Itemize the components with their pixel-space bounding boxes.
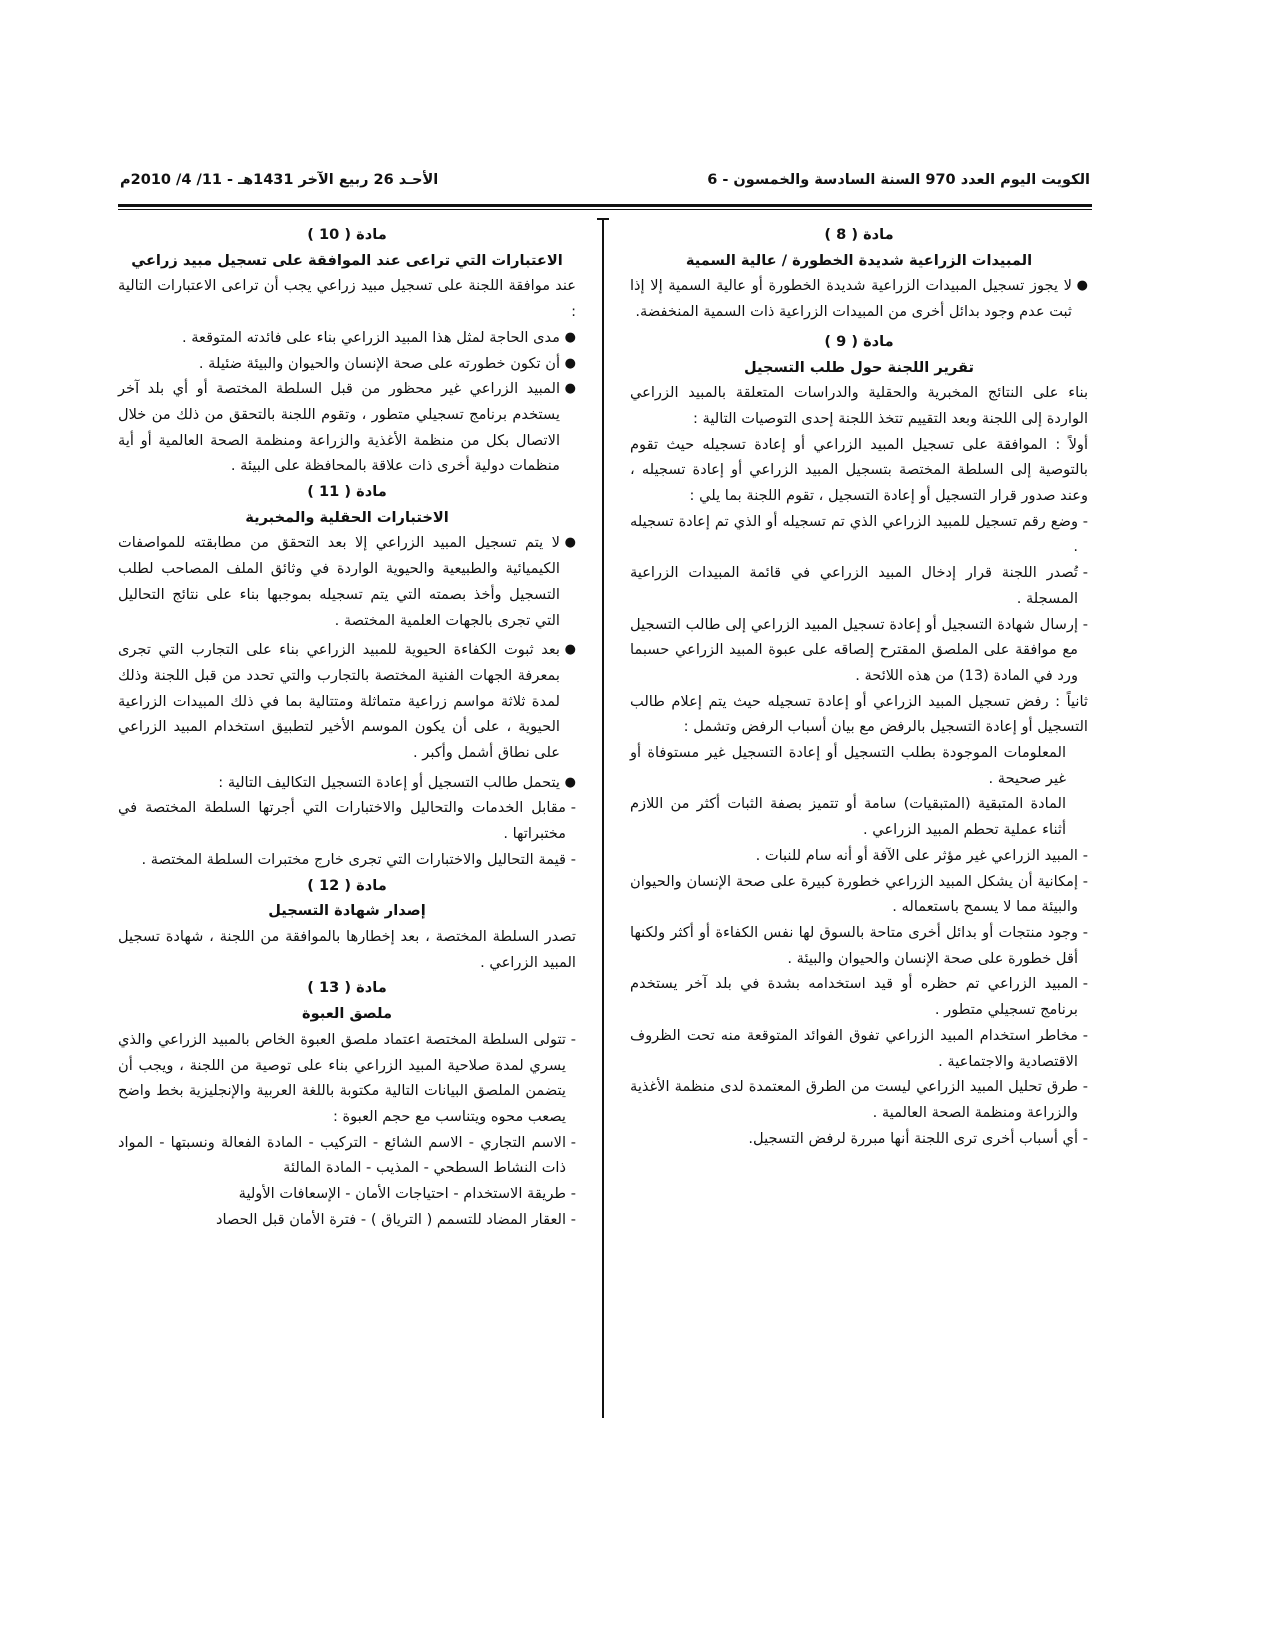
bullet-icon: ● xyxy=(564,535,576,551)
article-11-item: - قيمة التحاليل والاختبارات التي تجرى خارج مختبرات السلطة المختصة . xyxy=(141,850,576,868)
header-publication: الكويت اليوم العدد 970 السنة السادسة والخمسون - 6 xyxy=(707,172,1090,188)
article-8-bullet: ● لا يجوز تسجيل المبيدات الزراعية شديدة الخطورة أو عالية السمية إلا إذا ثبت عدم وجود بدائل أخرى من المبيدات الزراعية ذات السمية المنخفضة. xyxy=(630,273,1088,324)
column-divider xyxy=(602,218,604,1418)
article-11-bullet: ● لا يتم تسجيل المبيد الزراعي إلا بعد التحقق من مطابقته للمواصفات الكيميائية والطبيعية والحيوية الواردة في وثائق الملف المصاحب لطلب التسجيل وأخذ بصمته التي يتم تسجيله بموجبها بناء على نتائج التحاليل التي تجرى بالجهات العلمية المختصة . xyxy=(118,530,576,633)
header-date: الأحـد 26 ربيع الآخر 1431هـ - 11/ 4/ 2010م xyxy=(120,172,439,188)
article-12-text: تصدر السلطة المختصة ، بعد إخطارها بالموافقة من اللجنة ، شهادة تسجيل المبيد الزراعي . xyxy=(118,927,576,971)
article-10-title: الاعتبارات التي تراعى عند الموافقة على تسجيل مبيد زراعي xyxy=(131,251,563,269)
header-rule-thin xyxy=(118,209,1092,210)
article-8-title: المبيدات الزراعية شديدة الخطورة / عالية السمية xyxy=(685,251,1033,269)
article-9-intro: بناء على النتائج المخبرية والحقلية والدراسات المتعلقة بالمبيد الزراعي الواردة إلى اللجنة وبعد التقييم تتخذ اللجنة إحدى التوصيات التالية : xyxy=(630,384,1088,427)
article-13-item: - طريقة الاستخدام - احتياجات الأمان - الإسعافات الأولية xyxy=(238,1185,576,1203)
article-13-title: ملصق العبوة xyxy=(301,1005,393,1023)
bullet-icon: ● xyxy=(1076,278,1088,294)
right-column xyxy=(630,222,1088,1151)
article-9-item: - إرسال شهادة التسجيل أو إعادة تسجيل المبيد الزراعي إلى طالب التسجيل مع موافقة على الملصق المقترح إلصاقه على عبوة المبيد الزراعي حسبما ورد في المادة (13) من هذه اللائحة . xyxy=(630,615,1088,684)
article-13-item: - الاسم التجاري - الاسم الشائع - التركيب - المادة الفعالة ونسبتها - المواد ذات النشاط السطحي - المذيب - المادة المالئة xyxy=(118,1133,576,1177)
article-11-bullet: ● بعد ثبوت الكفاءة الحيوية للمبيد الزراعي بناء على التجارب التي تجرى بمعرفة الجهات الفنية المختصة بالتجارب والتي تحدد من قبل اللجنة وذلك لمدة ثلاثة مواسم زراعية متماثلة ومتتالية بما في ذلك المبيدات الزراعية الحيوية ، على أن يكون الموسم الأخير لتطبيق استخدام المبيد الزراعي على نطاق أشمل وأكبر . xyxy=(118,637,576,766)
article-10-bullet: ● مدى الحاجة لمثل هذا المبيد الزراعي بناء على فائدته المتوقعة . xyxy=(118,325,576,351)
article-9-item: - طرق تحليل المبيد الزراعي ليست من الطرق المعتمدة لدى منظمة الأغذية والزراعة ومنظمة الصحة العالمية . xyxy=(630,1078,1088,1121)
article-13-number: مادة ( 13 ) xyxy=(307,979,387,997)
article-10-intro: عند موافقة اللجنة على تسجيل مبيد زراعي يجب أن تراعى الاعتبارات التالية : xyxy=(118,277,576,321)
bullet-icon: ● xyxy=(564,381,576,397)
bullet-icon: ● xyxy=(564,355,576,371)
article-9-item: - أي أسباب أخرى ترى اللجنة أنها مبررة لرفض التسجيل. xyxy=(748,1129,1088,1147)
article-9-second: ثانياً : رفض تسجيل المبيد الزراعي أو إعادة تسجيله حيث يتم إعلام طالب التسجيل أو إعادة التسجيل بالرفض مع بيان أسباب الرفض وتشمل : xyxy=(630,692,1088,736)
article-11-number: مادة ( 11 ) xyxy=(307,483,387,501)
article-8-number: مادة ( 8 ) xyxy=(824,226,894,243)
article-9-item: - وجود منتجات أو بدائل أخرى متاحة بالسوق لها نفس الكفاءة أو أكثر ولكنها أقل خطورة على صحة الإنسان والحيوان والبيئة . xyxy=(630,923,1088,967)
article-9-number: مادة ( 9 ) xyxy=(824,332,894,350)
article-10-number: مادة ( 10 ) xyxy=(307,226,387,243)
article-11-item: - مقابل الخدمات والتحاليل والاختبارات التي أجرتها السلطة المختصة في مختبراتها . xyxy=(118,799,576,843)
article-11-bullet: ● يتحمل طالب التسجيل أو إعادة التسجيل التكاليف التالية : xyxy=(118,770,576,796)
article-10-bullet: ● أن تكون خطورته على صحة الإنسان والحيوان والبيئة ضئيلة . xyxy=(118,351,576,377)
left-column xyxy=(118,222,576,1232)
page-header xyxy=(120,170,1090,200)
header-rule-thick xyxy=(118,204,1092,207)
bullet-icon: ● xyxy=(564,774,576,790)
article-11-title: الاختبارات الحقلية والمخبرية xyxy=(245,508,449,526)
article-9-item: - المبيد الزراعي غير مؤثر على الآفة أو أنه سام للنبات . xyxy=(755,846,1088,864)
article-9-title: تقرير اللجنة حول طلب التسجيل xyxy=(744,358,974,376)
article-9-item: - المبيد الزراعي تم حظره أو قيد استخدامه بشدة في بلد آخر يستخدم برنامج تسجيلي متطور . xyxy=(630,975,1088,1019)
bullet-icon: ● xyxy=(564,329,576,345)
article-9-item: - تُصدر اللجنة قرار إدخال المبيد الزراعي في قائمة المبيدات الزراعية المسجلة . xyxy=(630,564,1088,607)
article-10-bullet: ● المبيد الزراعي غير محظور من قبل السلطة المختصة أو أي بلد آخر يستخدم برنامج تسجيلي متطور ، وتقوم اللجنة بالتحقق من ذلك من خلال الاتصال بكل من منظمة الأغذية والزراعة ومنظمة الصحة العالمية أو أية منظمات دولية أخرى ذات علاقة بالمحافظة على البيئة . xyxy=(118,376,576,479)
article-9-reason: المعلومات الموجودة بطلب التسجيل أو إعادة التسجيل غير مستوفاة أو غير صحيحة . xyxy=(630,744,1066,787)
article-9-reason: المادة المتبقية (المتبقيات) سامة أو تتميز بصفة الثبات أكثر من اللازم أثناء عملية تحطم المبيد الزراعي . xyxy=(630,795,1066,839)
article-13-item: - تتولى السلطة المختصة اعتماد ملصق العبوة الخاص بالمبيد الزراعي والذي يسري لمدة صلاحية المبيد الزراعي بناء على توصية من اللجنة ، ويجب أن يتضمن الملصق البيانات التالية مكتوبة باللغة العربية والإنجليزية بخط واضح يصعب محوه ويتناسب مع حجم العبوة : xyxy=(118,1030,576,1125)
article-12-title: إصدار شهادة التسجيل xyxy=(268,902,426,920)
article-9-item: - مخاطر استخدام المبيد الزراعي تفوق الفوائد المتوقعة منه تحت الظروف الاقتصادية والاجتماعية . xyxy=(630,1026,1088,1070)
article-12-number: مادة ( 12 ) xyxy=(307,876,387,894)
article-9-first: أولاً : الموافقة على تسجيل المبيد الزراعي أو إعادة تسجيله حيث تقوم بالتوصية إلى السلطة المختصة بتسجيل المبيد الزراعي أو إعادة تسجيله ، وعند صدور قرار التسجيل أو إعادة التسجيل ، تقوم اللجنة بما يلي : xyxy=(630,435,1088,505)
article-9-item: - إمكانية أن يشكل المبيد الزراعي خطورة كبيرة على صحة الإنسان والحيوان والبيئة مما لا يسمح باستعماله . xyxy=(630,872,1088,916)
article-9-item: - وضع رقم تسجيل للمبيد الزراعي الذي تم تسجيله أو الذي تم إعادة تسجيله . xyxy=(630,512,1088,556)
bullet-icon: ● xyxy=(564,642,576,658)
article-13-item: - العقار المضاد للتسمم ( الترياق ) - فترة الأمان قبل الحصاد xyxy=(215,1210,576,1228)
